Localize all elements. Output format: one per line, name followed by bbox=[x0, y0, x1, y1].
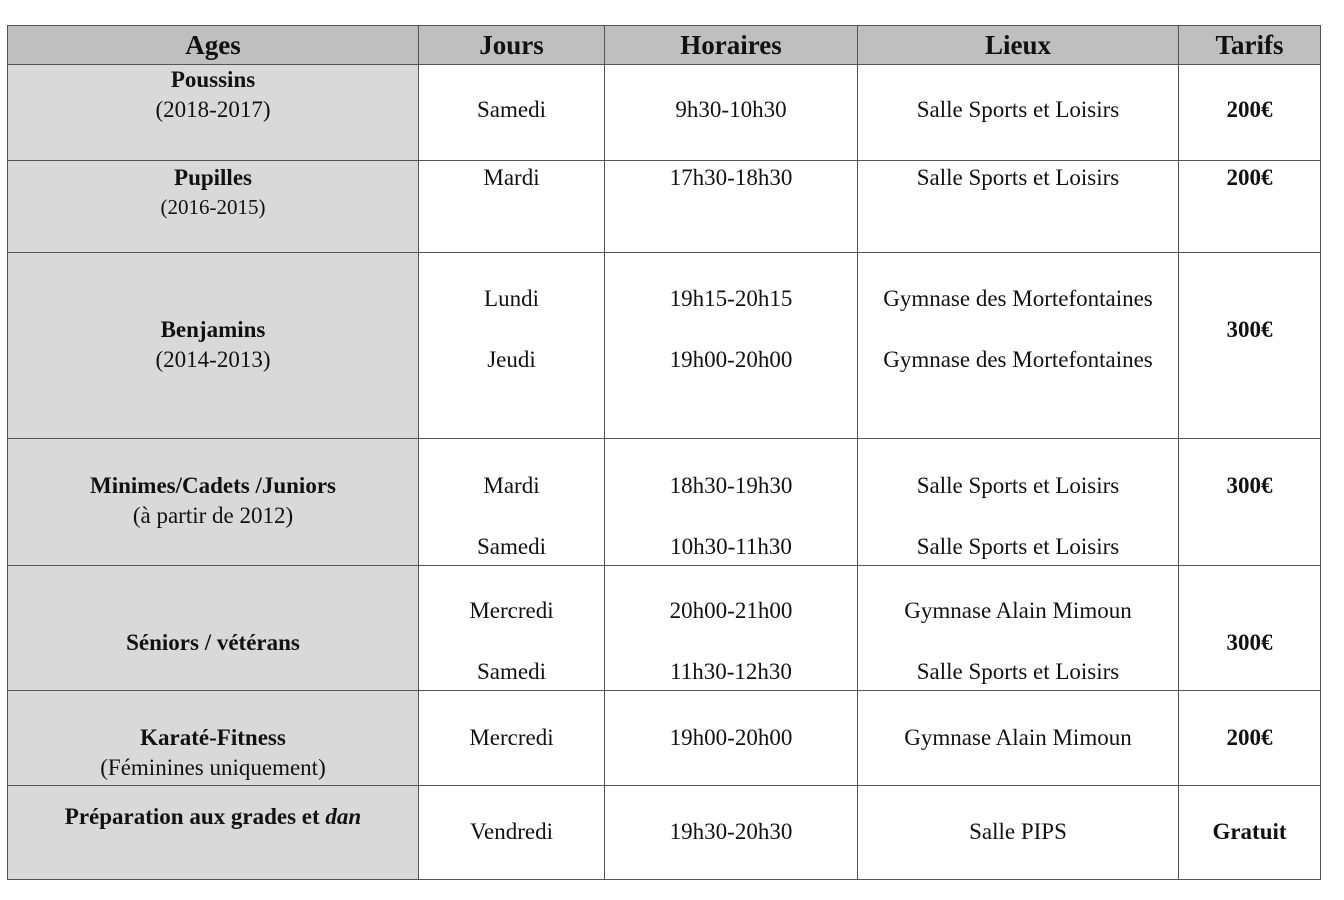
lieu: Gymnase Alain Mimoun bbox=[904, 725, 1132, 750]
age-cell bbox=[8, 253, 419, 439]
table-row bbox=[8, 65, 1321, 161]
lieu-cell bbox=[858, 786, 1179, 880]
age-cell bbox=[8, 161, 419, 253]
horaire: 19h00-20h00 bbox=[669, 725, 793, 750]
horaire: 9h30-10h30 bbox=[675, 97, 787, 122]
lieu-cell bbox=[858, 691, 1179, 786]
jour-cell bbox=[419, 253, 605, 439]
horaire: 10h30-11h30 bbox=[670, 534, 792, 559]
header-jours: Jours bbox=[419, 26, 605, 65]
tarif: 300€ bbox=[1226, 317, 1273, 342]
jour-cell bbox=[419, 786, 605, 880]
jour: Mercredi bbox=[469, 725, 554, 750]
jour-cell bbox=[419, 691, 605, 786]
age-name: Séniors / vétérans bbox=[126, 630, 300, 655]
tarif: 300€ bbox=[1226, 630, 1273, 655]
jour: Mardi bbox=[483, 165, 540, 190]
horaire: 19h30-20h30 bbox=[669, 819, 793, 844]
lieu-cell bbox=[858, 161, 1179, 253]
tarif: 300€ bbox=[1226, 473, 1273, 498]
age-name: Poussins bbox=[170, 67, 256, 92]
age-cell bbox=[8, 439, 419, 566]
horaire-cell bbox=[605, 691, 858, 786]
age-name: Benjamins bbox=[160, 317, 266, 342]
tarif: 200€ bbox=[1226, 165, 1273, 190]
tarif-cell bbox=[1179, 65, 1321, 161]
horaire: 19h00-20h00 bbox=[669, 347, 793, 372]
age-years: (à partir de 2012) bbox=[132, 503, 294, 528]
jour: Samedi bbox=[477, 534, 546, 559]
horaire-cell bbox=[605, 786, 858, 880]
jour-cell bbox=[419, 161, 605, 253]
age-cell bbox=[8, 566, 419, 691]
lieu: Salle Sports et Loisirs bbox=[916, 97, 1120, 122]
tarif-cell bbox=[1179, 253, 1321, 439]
tarif-cell bbox=[1179, 566, 1321, 691]
tarif-cell bbox=[1179, 786, 1321, 880]
header-ages: Ages bbox=[8, 26, 419, 65]
table-row bbox=[8, 439, 1321, 566]
header-horaires: Horaires bbox=[605, 26, 858, 65]
horaire: 18h30-19h30 bbox=[669, 473, 793, 498]
table-row bbox=[8, 566, 1321, 691]
jour: Samedi bbox=[477, 659, 546, 684]
table-row bbox=[8, 253, 1321, 439]
jour: Mercredi bbox=[469, 598, 554, 623]
jour: Lundi bbox=[484, 286, 539, 311]
horaire: 19h15-20h15 bbox=[669, 286, 793, 311]
age-name: Minimes/Cadets /Juniors bbox=[90, 473, 336, 498]
table-row bbox=[8, 691, 1321, 786]
jour: Jeudi bbox=[487, 347, 536, 372]
lieu: Gymnase Alain Mimoun bbox=[904, 598, 1132, 623]
horaire-cell bbox=[605, 439, 858, 566]
lieu-cell bbox=[858, 65, 1179, 161]
horaire-cell bbox=[605, 161, 858, 253]
header-tarifs: Tarifs bbox=[1179, 26, 1321, 65]
age-cell bbox=[8, 65, 419, 161]
lieu: Gymnase des Mortefontaines bbox=[883, 286, 1153, 311]
tarif: 200€ bbox=[1226, 97, 1273, 122]
lieu: Salle PIPS bbox=[969, 819, 1067, 844]
tarif-cell bbox=[1179, 161, 1321, 253]
age-name-text: Préparation aux grades et bbox=[64, 804, 320, 829]
age-years: (2016-2015) bbox=[160, 195, 266, 219]
age-cell bbox=[8, 691, 419, 786]
header-lieux: Lieux bbox=[858, 26, 1179, 65]
lieu-cell bbox=[858, 439, 1179, 566]
age-name bbox=[8, 802, 418, 832]
age-name: Karaté-Fitness bbox=[140, 725, 286, 750]
age-years: (Féminines uniquement) bbox=[100, 755, 326, 780]
lieu-cell bbox=[858, 566, 1179, 691]
age-cell bbox=[8, 786, 419, 880]
header-row bbox=[8, 26, 1321, 65]
horaire-cell bbox=[605, 566, 858, 691]
lieu: Salle Sports et Loisirs bbox=[916, 473, 1120, 498]
age-years: (2014-2013) bbox=[155, 347, 271, 372]
horaire: 17h30-18h30 bbox=[669, 165, 793, 190]
tarif: 200€ bbox=[1226, 725, 1273, 750]
tarif: Gratuit bbox=[1212, 819, 1287, 844]
tarif-cell bbox=[1179, 439, 1321, 566]
jour: Samedi bbox=[477, 97, 546, 122]
age-name-italic: dan bbox=[325, 804, 362, 829]
tarif-cell bbox=[1179, 691, 1321, 786]
horaire: 20h00-21h00 bbox=[669, 598, 793, 623]
horaire: 11h30-12h30 bbox=[670, 659, 792, 684]
jour-cell bbox=[419, 439, 605, 566]
age-name: Pupilles bbox=[174, 165, 252, 190]
lieu: Salle Sports et Loisirs bbox=[916, 534, 1120, 559]
jour: Vendredi bbox=[469, 819, 554, 844]
table-row bbox=[8, 161, 1321, 253]
age-years: (2018-2017) bbox=[155, 97, 271, 122]
horaire-cell bbox=[605, 65, 858, 161]
lieu-cell bbox=[858, 253, 1179, 439]
lieu: Gymnase des Mortefontaines bbox=[883, 347, 1153, 372]
jour: Mardi bbox=[483, 473, 540, 498]
jour-cell bbox=[419, 65, 605, 161]
horaire-cell bbox=[605, 253, 858, 439]
jour-cell bbox=[419, 566, 605, 691]
schedule-table bbox=[7, 25, 1321, 880]
lieu: Salle Sports et Loisirs bbox=[916, 659, 1120, 684]
table-row bbox=[8, 786, 1321, 880]
lieu: Salle Sports et Loisirs bbox=[916, 165, 1120, 190]
